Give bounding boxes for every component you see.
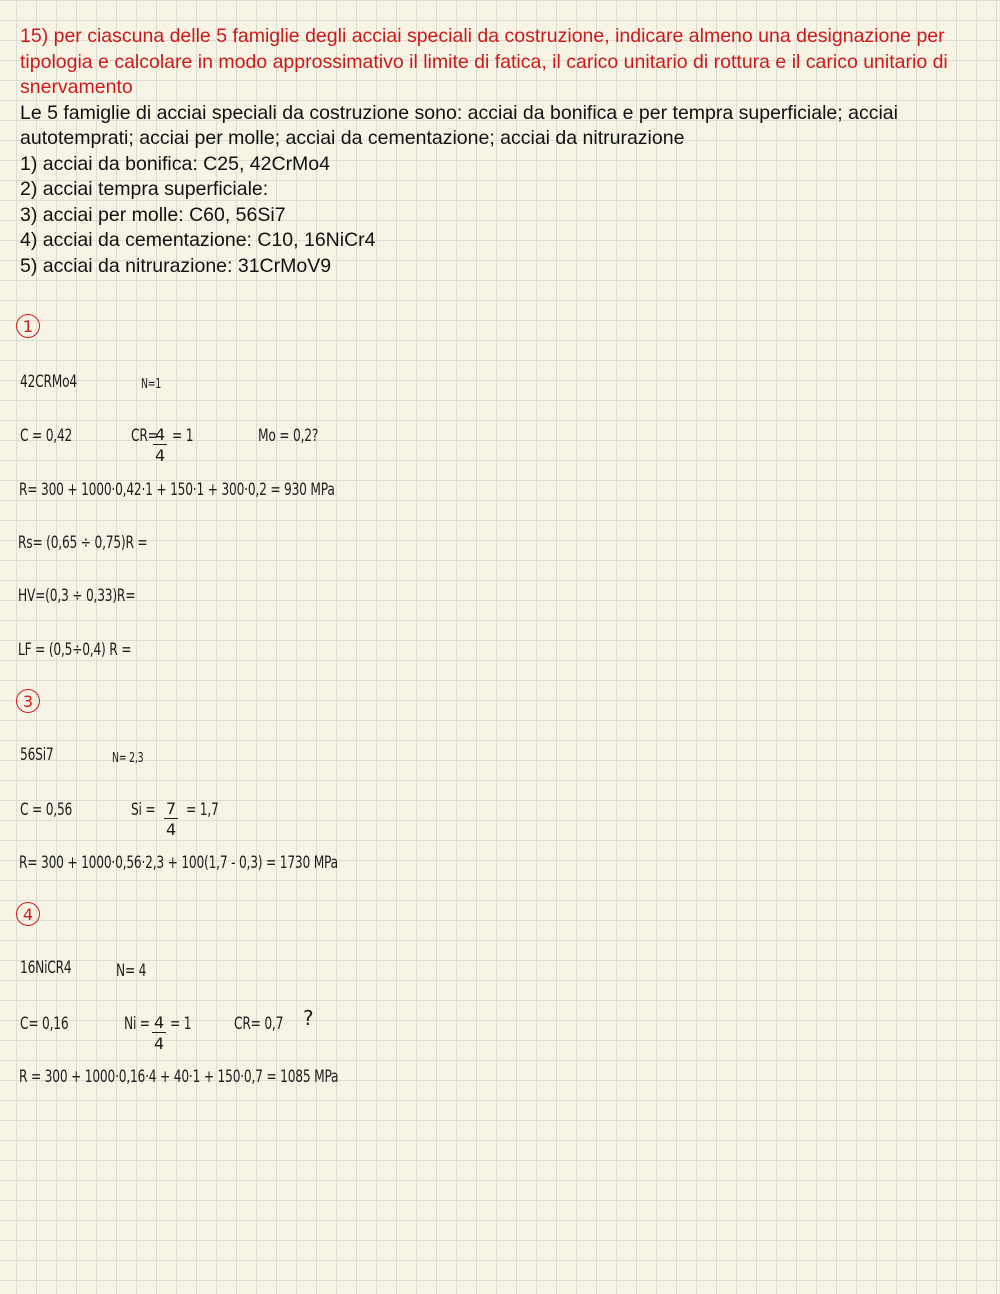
ni-label-s4: Ni = [124, 1014, 150, 1034]
cr-fraction-s1 [153, 426, 167, 465]
list-item: 4) acciai da cementazione: C10, 16NiCr4 [20, 229, 376, 251]
cr-value-s4: CR= 0,7 [234, 1014, 284, 1034]
carbon-value-s3: C = 0,56 [20, 800, 73, 820]
si-numerator: 7 [166, 799, 177, 818]
lf-formula-s1: LF = (0,5÷0,4) R = [18, 640, 132, 660]
r-formula-s4: R = 300 + 1000·0,16·4 + 40·1 + 150·0,7 = 1085 MPa [19, 1067, 339, 1087]
question-mark: ? [303, 1006, 314, 1030]
ni-result-s4: = 1 [170, 1014, 192, 1034]
intro-text: Le 5 famiglie di acciai speciali da costruzione sono: acciai da bonifica e per tempra superficiale; acciai autotemprati; acciai per molle; acciai da cementazione; acciai da nitrurazione [20, 101, 898, 149]
ni-denominator: 4 [154, 1034, 165, 1053]
designation-16nicr4: 16NiCR4 [20, 958, 72, 978]
typed-text-block [20, 24, 980, 279]
mo-value-s1: Mo = 0,2? [258, 426, 319, 446]
si-result-s3: = 1,7 [186, 800, 219, 820]
carbon-value-s1: C = 0,42 [20, 426, 73, 446]
n-value-s1: N=1 [141, 377, 162, 392]
question-text: 15) per ciascuna delle 5 famiglie degli acciai speciali da costruzione, indicare almeno una designazione per tipologia e calcolare in modo approssimativo il limite di fatica, il carico unitario di rottura e il carico unitario di snervamento [20, 25, 948, 98]
list-item: 3) acciai per molle: C60, 56Si7 [20, 203, 286, 226]
designation-42crmo4: 42CRMo4 [20, 372, 77, 392]
cr-result-s1: = 1 [172, 426, 194, 446]
list-item: 5) acciai da nitrurazione: 31CrMoV9 [20, 254, 332, 277]
ni-fraction-s4 [152, 1014, 166, 1053]
list-item: 1) acciai da bonifica: C25, 42CrMo4 [20, 152, 330, 175]
r-formula-s1: R= 300 + 1000·0,42·1 + 150·1 + 300·0,2 = 930 MPa [19, 480, 335, 500]
ni-numerator: 4 [154, 1013, 165, 1032]
section-marker-1: 1 [16, 314, 40, 338]
si-denominator: 4 [166, 820, 177, 839]
si-fraction-s3 [164, 800, 178, 839]
n-value-s3: N= 2,3 [112, 751, 144, 766]
section-marker-4: 4 [16, 902, 40, 926]
hv-formula-s1: HV=(0,3 ÷ 0,33)R= [18, 586, 136, 606]
si-label-s3: Si = [131, 800, 156, 820]
list-item: 2) acciai tempra superficiale: [20, 178, 269, 200]
carbon-value-s4: C= 0,16 [20, 1014, 69, 1034]
n-value-s4: N= 4 [116, 961, 147, 981]
cr-denominator: 4 [155, 446, 166, 465]
section-marker-3: 3 [16, 689, 40, 713]
designation-56si7: 56Si7 [20, 745, 54, 765]
cr-numerator: 4 [155, 425, 166, 444]
rs-formula-s1: Rs= (0,65 ÷ 0,75)R = [18, 533, 148, 553]
cr-label-s1: CR= [131, 426, 158, 446]
r-formula-s3: R= 300 + 1000·0,56·2,3 + 100(1,7 - 0,3) = 1730 MPa [19, 853, 338, 873]
